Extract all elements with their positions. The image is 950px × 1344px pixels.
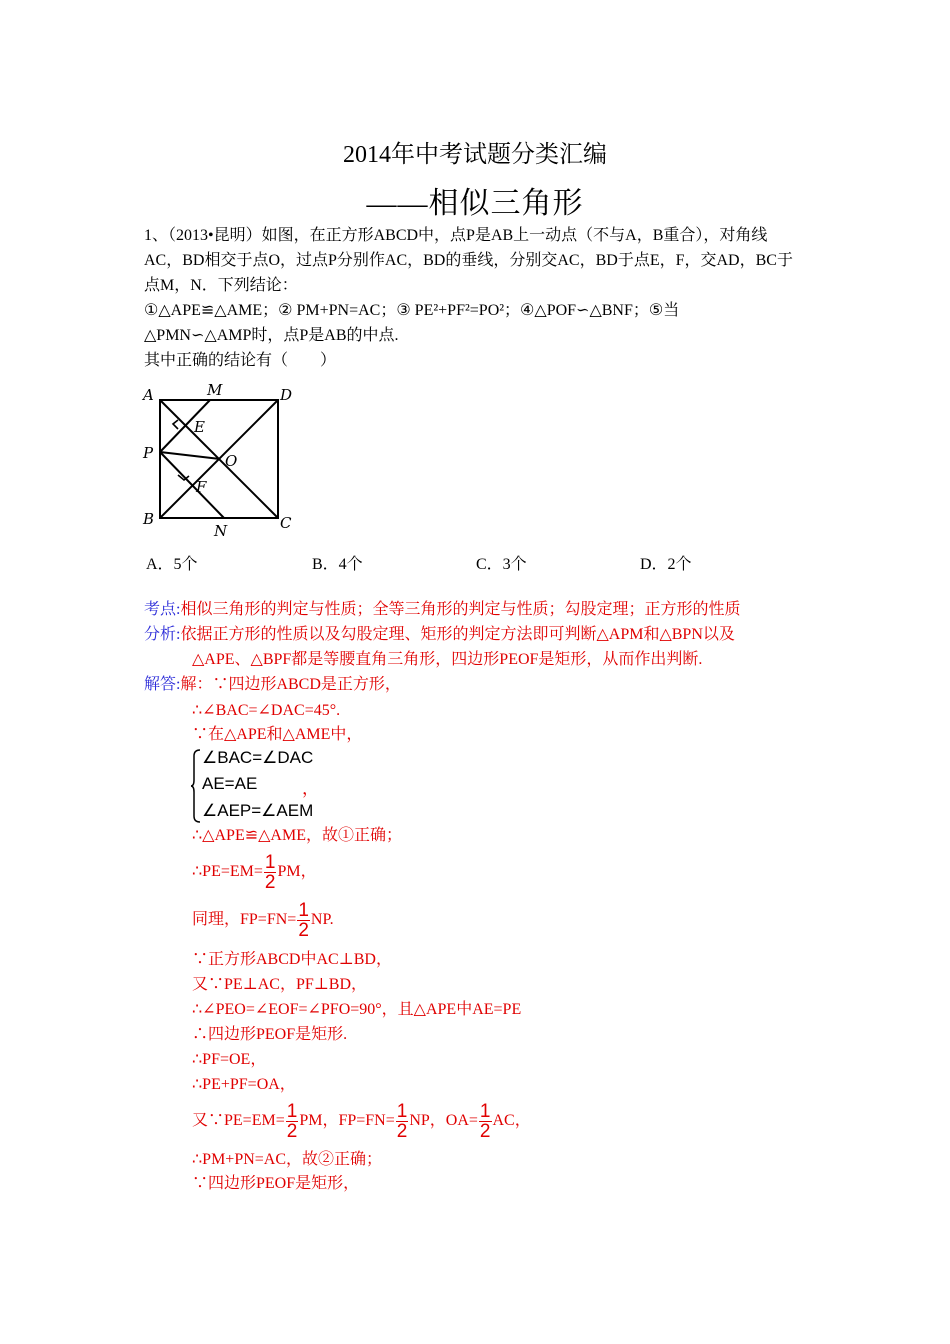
solution-step-8: ∴∠PEO=∠EOF=∠PFO=90°，且△APE中AE=PE — [192, 1001, 522, 1018]
fraction-denominator: 2 — [479, 1120, 491, 1142]
solution-step-12 — [192, 1099, 531, 1143]
fraction-denominator: 2 — [264, 871, 276, 893]
solution-step-1: ∴∠BAC=∠DAC=45°. — [192, 702, 341, 719]
step-12-a: 又∵PE=EM= — [192, 1112, 285, 1129]
label-a: A — [143, 386, 154, 404]
solution-step-10: ∴PF=OE， — [192, 1051, 267, 1068]
system-row-3: ∠AEP=∠AEM — [202, 801, 314, 820]
jieda-row — [144, 675, 401, 695]
fraction-half — [297, 901, 310, 940]
fenxi-text-1: 依据正方形的性质以及勾股定理、矩形的判定方法即可判断△APM和△BPN以及 — [180, 626, 735, 643]
brace-icon — [190, 748, 202, 824]
solution-step-7: 又∵PE⊥AC，PF⊥BD， — [192, 976, 368, 993]
system-row-1: ∠BAC=∠DAC — [202, 748, 314, 767]
label-m: M — [207, 381, 223, 399]
solution-step-13: ∴PM+PN=AC，故②正确； — [192, 1151, 383, 1168]
document-title: 2014年中考试题分类汇编 — [343, 142, 607, 168]
equation-system — [190, 748, 330, 824]
question-line-3: 点M，N．下列结论： — [144, 277, 298, 294]
label-o: O — [225, 452, 238, 470]
right-angle-e — [173, 420, 178, 429]
option-a: A．5个 — [146, 556, 198, 573]
fenxi-label: 分析: — [144, 626, 181, 643]
system-row-2: AE=AE — [202, 774, 258, 793]
label-e: E — [194, 418, 205, 436]
fenxi-text-2: △APE、△BPF都是等腰直角三角形，四边形PEOF是矩形，从而作出判断. — [192, 651, 703, 668]
solution-step-4 — [192, 850, 317, 894]
kaodian-label: 考点: — [144, 601, 181, 618]
step-4-pre: ∴PE=EM= — [192, 863, 263, 880]
step-12-b: PM，FP=FN= — [299, 1112, 395, 1129]
label-d: D — [280, 386, 293, 404]
step-5-pre: 同理，FP=FN= — [192, 911, 297, 928]
fraction-half — [286, 1102, 299, 1141]
fraction-numerator: 1 — [479, 1100, 491, 1122]
solution-step-11: ∴PE+PF=OA， — [192, 1076, 296, 1093]
fenxi-row — [144, 625, 735, 645]
solution-step-9: ∴四边形PEOF是矩形. — [192, 1026, 348, 1043]
label-f: F — [196, 478, 207, 496]
solution-step-3: ∴△APE≌△AME，故①正确； — [192, 827, 402, 844]
document-subtitle: ——相似三角形 — [366, 187, 584, 220]
solution-step-6: ∵正方形ABCD中AC⊥BD， — [192, 951, 392, 968]
kaodian-row — [144, 600, 740, 620]
label-c: C — [280, 514, 292, 532]
fraction-half — [264, 853, 277, 892]
question-line-4: ①△APE≌△AME；② PM+PN=AC；③ PE²+PF²=PO²；④△POF∽△BNF；⑤当 — [144, 302, 680, 319]
fraction-half — [396, 1102, 409, 1141]
label-p: P — [143, 444, 154, 462]
fraction-numerator: 1 — [264, 851, 276, 873]
fraction-numerator: 1 — [298, 899, 309, 921]
question-line-2: AC，BD相交于点O，过点P分别作AC，BD的垂线，分别交AC，BD于点E，F，交AD，BC于 — [144, 252, 793, 269]
jieda-label: 解答: — [144, 676, 181, 693]
geometry-figure — [140, 380, 310, 540]
question-line-6: 其中正确的结论有（ ） — [144, 352, 337, 369]
option-b: B．4个 — [312, 556, 363, 573]
step-12-d: AC， — [492, 1112, 531, 1129]
system-comma: ， — [302, 779, 319, 798]
solution-step-2: ∵在△APE和△AME中， — [192, 726, 363, 743]
label-b: B — [143, 510, 155, 528]
fraction-numerator: 1 — [286, 1100, 298, 1122]
step-12-c: NP，OA= — [409, 1112, 478, 1129]
fraction-numerator: 1 — [396, 1100, 408, 1122]
fraction-denominator: 2 — [286, 1120, 298, 1142]
solution-step-14: ∵四边形PEOF是矩形， — [192, 1175, 360, 1192]
question-line-5: △PMN∽△AMP时，点P是AB的中点. — [144, 327, 399, 344]
fraction-denominator: 2 — [298, 919, 309, 941]
step-4-post: PM， — [277, 863, 317, 880]
label-n: N — [214, 522, 228, 540]
option-c: C．3个 — [476, 556, 527, 573]
option-d: D．2个 — [640, 556, 692, 573]
fraction-half — [479, 1102, 492, 1141]
solution-step-5 — [192, 898, 334, 942]
jieda-text: 解：∵四边形ABCD是正方形， — [180, 676, 401, 693]
fraction-denominator: 2 — [396, 1120, 408, 1142]
kaodian-text: 相似三角形的判定与性质；全等三角形的判定与性质；勾股定理；正方形的性质 — [180, 601, 741, 618]
figure-lines — [160, 400, 278, 518]
step-5-post: NP. — [310, 911, 334, 928]
segment-po — [160, 452, 220, 459]
question-line-1: 1、（2013•昆明）如图，在正方形ABCD中，点P是AB上一动点（不与A，B重合），对角线 — [144, 227, 768, 244]
